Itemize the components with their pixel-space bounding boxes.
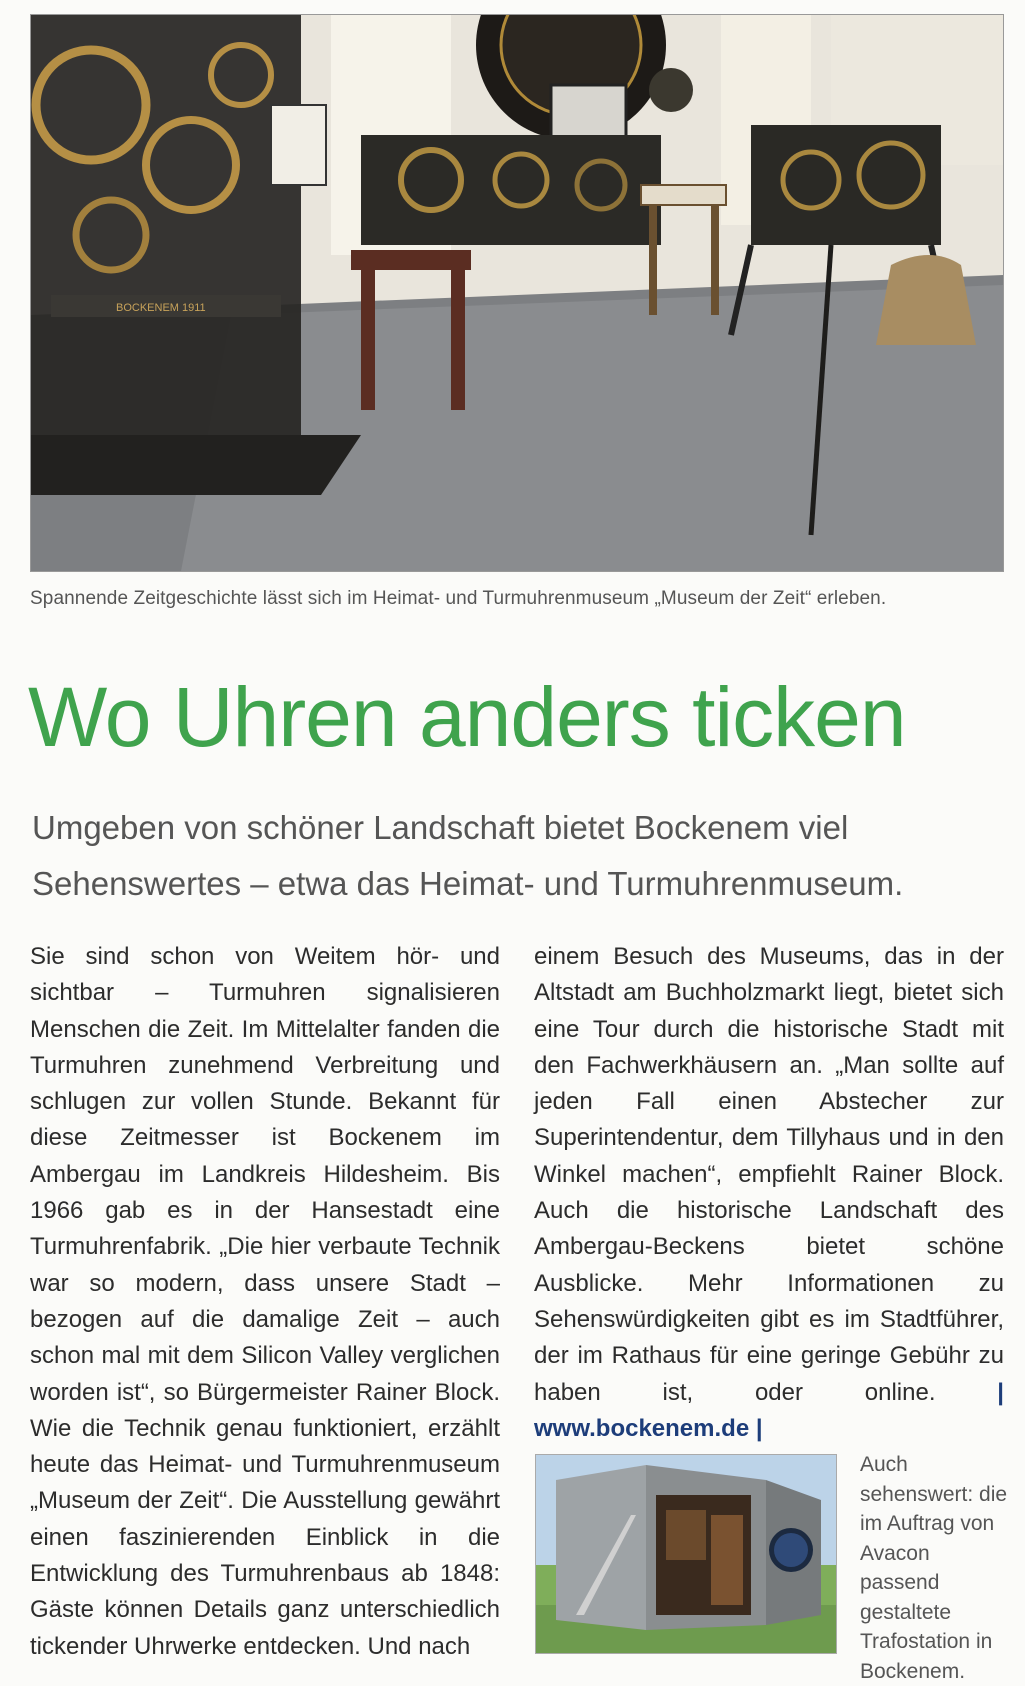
transformer-station-image xyxy=(536,1455,836,1653)
museum-interior-image xyxy=(31,15,1003,571)
transformer-station-photo xyxy=(535,1454,837,1654)
body-column-left: Sie sind schon von Weitem hör- und sichtbar – Turmuhren signalisieren Menschen die Zeit. Im Mittelalter fanden die Turmuhren zunehmend Verbreitung und schlugen zur vollen Stunde. Bekannt für diese Zeitmesser ist Bockenem im Ambergau im Landkreis Hildesheim. Bis 1966 gab es in der Hansestadt eine Turmuhrenfabrik. „Die hier verbaute Technik war so modern, dass unsere Stadt – bezogen auf die damalige Zeit – auch schon mal mit dem Silicon Valley verglichen worden ist“, so Bürgermeister Rainer Block. Wie die Technik genau funktioniert, erzählt heute das Heimat- und Turmuhrenmuseum „Museum der Zeit“. Die Ausstellung gewährt einen faszinierenden Einblick in die Entwicklung des Turmuhrenbaus ab 1848: Gäste können Details ganz unterschiedlich tickender Uhrwerke entdecken. Und nach xyxy=(30,943,500,1660)
body-column-right xyxy=(534,939,1004,1447)
photo-caption-main: Spannende Zeitgeschichte lässt sich im Heimat- und Turmuhrenmuseum „Museum der Zeit“ erleben. xyxy=(30,588,887,609)
lead-paragraph: Umgeben von schöner Landschaft bietet Bockenem viel Sehenswertes – etwa das Heimat- und Turmuhrenmuseum. xyxy=(32,809,904,902)
hero-photo xyxy=(30,14,1004,572)
headline: Wo Uhren anders ticken xyxy=(28,670,906,764)
photo-caption-small: Auch sehenswert: die im Auftrag von Avacon passend gestaltete Trafostation in Bockenem. xyxy=(860,1453,1008,1683)
body-right-text: einem Besuch des Museums, das in der Altstadt am Buchholzmarkt liegt, bietet sich eine Tour durch die historische Stadt mit den Fachwerkhäusern an. „Man sollte auf jeden Fall einen Abstecher zur Superintendentur, dem Tillyhaus und in den Winkel machen“, empfiehlt Rainer Block. Auch die historische Landschaft des Ambergau-Beckens bietet schöne Ausblicke. Mehr Informationen zu Sehenswürdigkeiten gibt es im Stadtführer, der im Rathaus für eine geringe Gebühr zu haben ist, oder online. xyxy=(534,943,1004,1406)
clock-brand-plate: BOCKENEM 1911 xyxy=(116,302,206,314)
website-link[interactable]: | www.bockenem.de | xyxy=(534,1378,1004,1442)
